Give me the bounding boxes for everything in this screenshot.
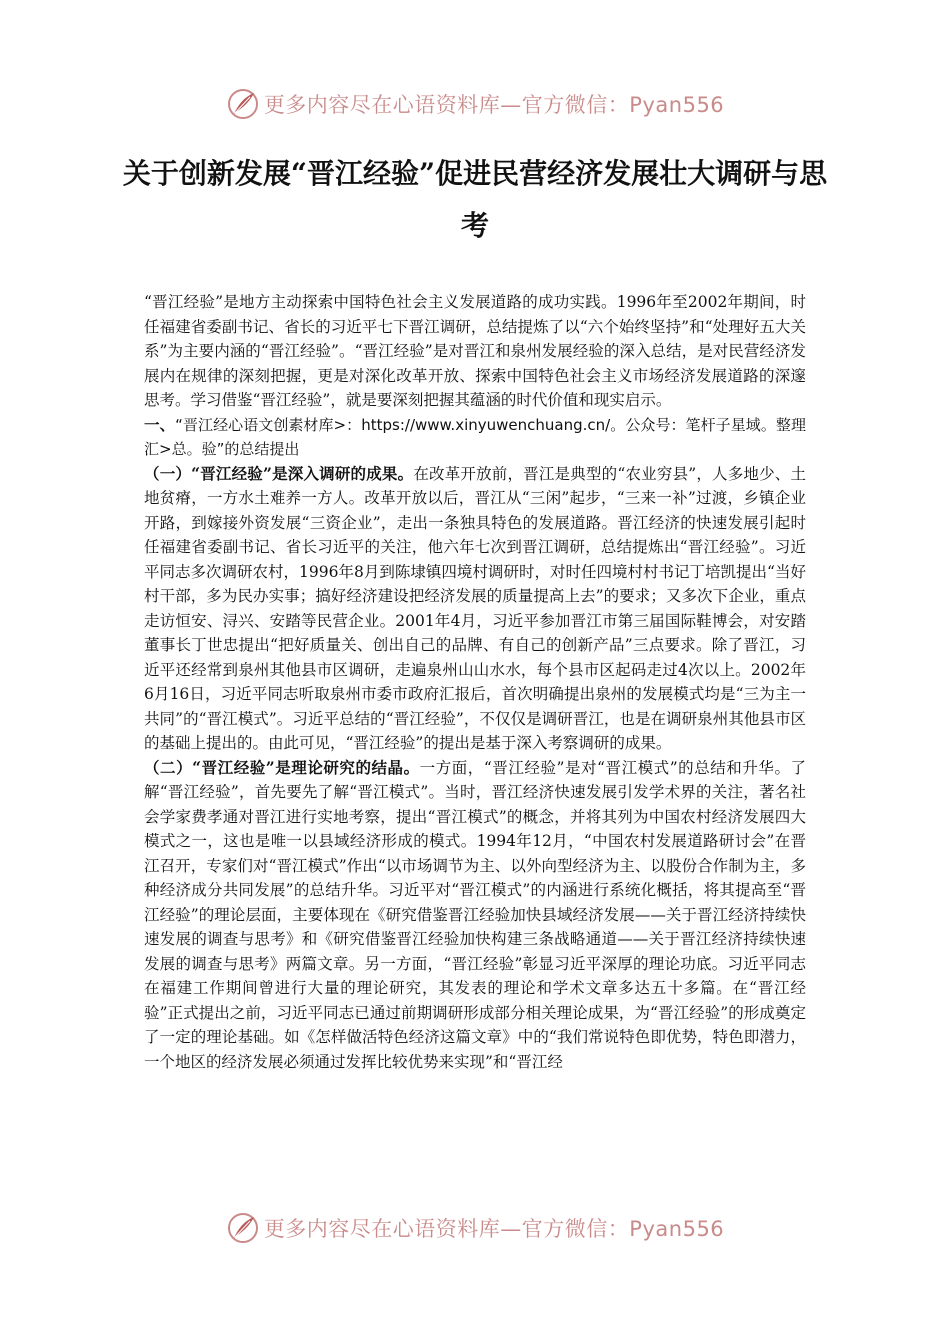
item-1-paragraph [144,462,806,756]
feather-logo-icon [226,1211,260,1245]
footer-watermark-banner [0,1208,950,1248]
item-2-paragraph [144,756,806,1075]
item-1-heading: （一）“晋江经验”是深入调研的成果。 [144,463,414,483]
section-1-heading [144,413,806,462]
item-2-text: 一方面，“晋江经验”是对“晋江模式”的总结和升华。了解“晋江经验”，首先要先了解“晋江模式”。当时，晋江经济快速发展引发学术界的关注，著名社会学家费孝通对晋江进行实地考察，提出“晋江模式”的概念，并将其列为中国农村经济发展四大模式之一，这也是唯一以县域经济形成的模式。1994年12月，“中国农村发展道路研讨会”在晋江召开，专家们对“晋江模式”作出“以市场调节为主、以外向型经济为主、以股份合作制为主，多种经济成分共同发展”的总结升华。习近平对“晋江模式”的内涵进行系统化概括，将其提高至“晋江经验”的理论层面，主要体现在《研究借鉴晋江经验加快县域经济发展——关于晋江经济持续快速发展的调查与思考》和《研究借鉴晋江经验加快构建三条战略通道——关于晋江经济持续快速发展的调查与思考》两篇文章。另一方面，“晋江经验”彰显习近平深厚的理论功底。习近平同志在福建工作期间曾进行大量的理论研究，其发表的理论和学术文章多达五十多篇。在“晋江经验”正式提出之前，习近平同志已通过前期调研形成部分相关理论成果，为“晋江经验”的形成奠定了一定的理论基础。如《怎样做活特色经济这篇文章》中的“我们常说特色即优势，特色即潜力，一个地区的经济发展必须通过发挥比较优势来实现”和“晋江经 [144,758,806,1071]
intro-paragraph: “晋江经验”是地方主动探索中国特色社会主义发展道路的成功实践。1996年至2002年期间，时任福建省委副书记、省长的习近平七下晋江调研，总结提炼了以“六个始终坚持”和“处理好五大关系”为主要内涵的“晋江经验”。“晋江经验”是对晋江和泉州发展经验的深入总结，是对民营经济发展内在规律的深刻把握，更是对深化改革开放、探索中国特色社会主义市场经济发展道路的深邃思考。学习借鉴“晋江经验”，就是要深刻把握其蕴涵的时代价值和现实启示。 [144,293,806,409]
watermark-text: 更多内容尽在心语资料库—官方微信：Pyan556 [263,93,725,117]
feather-logo-icon [226,87,260,121]
watermark-text: 更多内容尽在心语资料库—官方微信：Pyan556 [263,1217,725,1241]
document-body [144,290,806,1074]
section-1-heading-text: “晋江经心语文创素材库>：https://www.xinyuwenchuang.cn/。公众号：笔杆子星域。整理汇>总。验”的总结提出 [144,415,806,458]
item-1-text: 在改革开放前，晋江是典型的“农业穷县”，人多地少、土地贫瘠，一方水土难养一方人。改革开放以后，晋江从“三闲”起步，“三来一补”过渡，乡镇企业开路，到嫁接外资发展“三资企业”，走出一条独具特色的发展道路。晋江经济的快速发展引起时任福建省委副书记、省长习近平的关注，他六年七次到晋江调研，总结提炼出“晋江经验”。习近平同志多次调研农村，1996年8月到陈埭镇四境村调研时，对时任四境村村书记丁培凯提出“当好村干部，多为民办实事；搞好经济建设把经济发展的质量提高上去”的要求；又多次下企业，重点走访恒安、浔兴、安踏等民营企业。2001年4月，习近平参加晋江市第三届国际鞋博会，对安踏董事长丁世忠提出“把好质量关、创出自己的品牌、有自己的创新产品”三点要求。除了晋江，习近平还经常到泉州其他县市区调研，走遍泉州山山水水，每个县市区起码走过4次以上。2002年6月16日，习近平同志听取泉州市委市政府汇报后，首次明确提出泉州的发展模式均是“三为主一共同”的“晋江模式”。习近平总结的“晋江经验”，不仅仅是调研晋江，也是在调研泉州其他县市区的基础上提出的。由此可见，“晋江经验”的提出是基于深入考察调研的成果。 [144,464,806,752]
header-watermark-banner [0,84,950,124]
item-2-heading: （二）“晋江经验”是理论研究的结晶。 [144,757,420,777]
document-title: 关于创新发展“晋江经验”促进民营经济发展壮大调研与思考 [122,157,828,242]
section-1-number: 一、 [144,414,176,434]
